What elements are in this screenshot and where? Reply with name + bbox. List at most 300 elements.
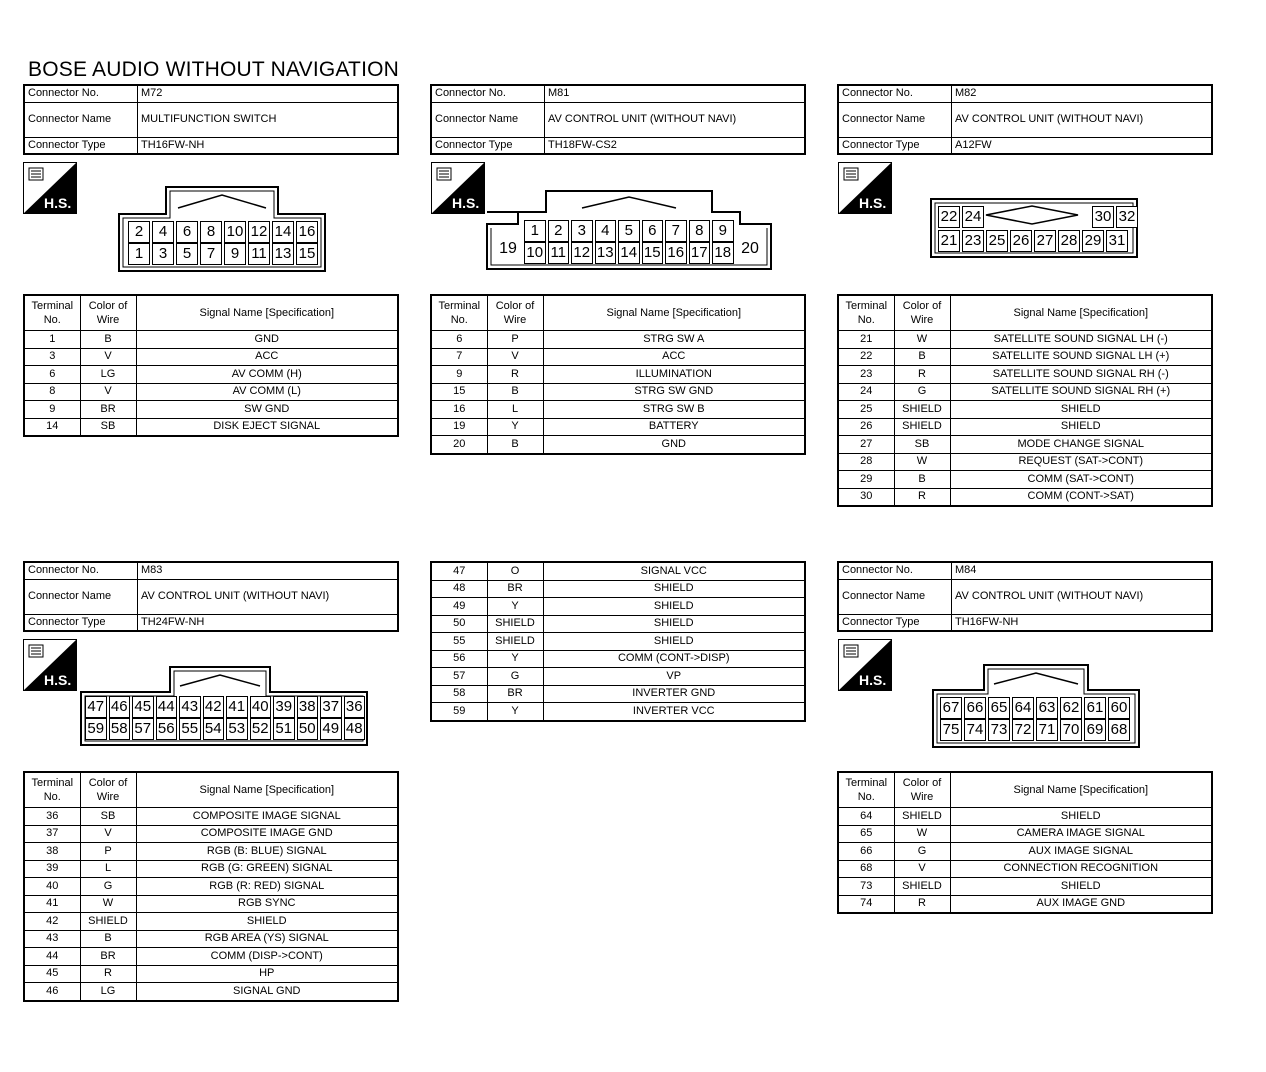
signal-name-cell: INVERTER GND (543, 685, 805, 703)
pin-22: 22 (938, 206, 960, 228)
wire-color-cell: SHIELD (894, 808, 950, 826)
header-color-of-wire: Color of Wire (487, 295, 543, 331)
pin-13: 13 (272, 243, 294, 265)
wire-color-cell: SHIELD (894, 418, 950, 436)
terminal-no-cell: 45 (24, 965, 80, 983)
wire-color-cell: SHIELD (894, 878, 950, 896)
wire-color-cell: V (80, 383, 136, 401)
svg-text:H.S.: H.S. (859, 672, 887, 688)
label-connector-no: Connector No. (24, 85, 138, 102)
table-row (838, 418, 1212, 436)
table-row (24, 878, 398, 896)
pin-46: 46 (109, 696, 131, 718)
pin-15: 15 (296, 243, 318, 265)
wire-color-cell: R (80, 965, 136, 983)
pin-2: 2 (128, 221, 150, 243)
pin-2: 2 (548, 220, 570, 242)
header-signal-name: Signal Name [Specification] (543, 295, 805, 331)
label-connector-name: Connector Name (838, 102, 952, 137)
terminal-no-cell: 6 (24, 366, 80, 384)
terminal-no-cell: 23 (838, 366, 894, 384)
pin-64: 64 (1012, 697, 1034, 719)
signal-name-cell: ACC (543, 348, 805, 366)
table-row (24, 348, 398, 366)
pin-70: 70 (1060, 719, 1082, 741)
pin-29: 29 (1082, 230, 1104, 252)
terminal-no-cell: 56 (431, 650, 487, 668)
pin-31: 31 (1106, 230, 1128, 252)
connector-face-m82 (930, 198, 1138, 258)
pin-8: 8 (689, 220, 711, 242)
connector-type-value: TH18FW-CS2 (545, 137, 806, 154)
pin-56: 56 (156, 718, 178, 740)
signal-name-cell: SHIELD (950, 418, 1212, 436)
terminal-no-cell: 73 (838, 878, 894, 896)
pin-73: 73 (988, 719, 1010, 741)
terminal-no-cell: 66 (838, 843, 894, 861)
wire-color-cell: P (80, 843, 136, 861)
pin-16: 16 (296, 221, 318, 243)
harness-side-icon (838, 162, 892, 214)
signal-table-m72 (23, 294, 399, 437)
terminal-no-cell: 41 (24, 895, 80, 913)
wire-color-cell: BR (80, 948, 136, 966)
pin-27: 27 (1034, 230, 1056, 252)
pin-13: 13 (595, 242, 617, 264)
signal-name-cell: RGB (R: RED) SIGNAL (136, 878, 398, 896)
table-row (24, 948, 398, 966)
terminal-no-cell: 27 (838, 436, 894, 454)
terminal-no-cell: 9 (24, 401, 80, 419)
connector-type-value: TH16FW-NH (138, 137, 399, 154)
pin-52: 52 (250, 718, 272, 740)
table-row (838, 401, 1212, 419)
pin-75: 75 (940, 719, 962, 741)
pin-12: 12 (571, 242, 593, 264)
label-connector-type: Connector Type (838, 614, 952, 631)
pin-37: 37 (320, 696, 342, 718)
connector-info-m72 (23, 84, 399, 155)
terminal-no-cell: 22 (838, 348, 894, 366)
terminal-no-cell: 26 (838, 418, 894, 436)
pin-59: 59 (85, 718, 107, 740)
signal-name-cell: CAMERA IMAGE SIGNAL (950, 825, 1212, 843)
table-row (24, 366, 398, 384)
wire-color-cell: W (894, 825, 950, 843)
signal-name-cell: SHIELD (950, 808, 1212, 826)
table-row (431, 562, 805, 580)
pin-57: 57 (132, 718, 154, 740)
label-connector-name: Connector Name (431, 102, 545, 137)
pin-55: 55 (179, 718, 201, 740)
wire-color-cell: Y (487, 703, 543, 721)
wire-color-cell: G (894, 843, 950, 861)
table-row (24, 808, 398, 826)
pin-69: 69 (1084, 719, 1106, 741)
harness-side-icon (431, 162, 485, 214)
terminal-no-cell: 24 (838, 383, 894, 401)
keyway-gap (986, 206, 1090, 226)
signal-name-cell: SATELLITE SOUND SIGNAL LH (-) (950, 331, 1212, 349)
header-color-of-wire: Color of Wire (894, 772, 950, 808)
pin-65: 65 (988, 697, 1010, 719)
header-color-of-wire: Color of Wire (80, 772, 136, 808)
pin-14: 14 (618, 242, 640, 264)
terminal-no-cell: 50 (431, 615, 487, 633)
pin-5: 5 (618, 220, 640, 242)
signal-name-cell: GND (136, 331, 398, 349)
table-row (431, 650, 805, 668)
signal-name-cell: SHIELD (543, 580, 805, 598)
table-row (431, 668, 805, 686)
wire-color-cell: B (80, 331, 136, 349)
wire-color-cell: V (80, 825, 136, 843)
table-row (838, 488, 1212, 506)
signal-name-cell: SHIELD (543, 615, 805, 633)
pin-47: 47 (85, 696, 107, 718)
terminal-no-cell: 42 (24, 913, 80, 931)
signal-name-cell: COMM (SAT->CONT) (950, 471, 1212, 489)
connector-face-m83 (80, 666, 368, 746)
terminal-no-cell: 36 (24, 808, 80, 826)
pin-28: 28 (1058, 230, 1080, 252)
connector-name-value: MULTIFUNCTION SWITCH (138, 102, 399, 137)
pin-63: 63 (1036, 697, 1058, 719)
pin-54: 54 (203, 718, 225, 740)
pin-36: 36 (344, 696, 366, 718)
terminal-no-cell: 30 (838, 488, 894, 506)
terminal-no-cell: 16 (431, 401, 487, 419)
signal-name-cell: AV COMM (L) (136, 383, 398, 401)
terminal-no-cell: 58 (431, 685, 487, 703)
terminal-no-cell: 14 (24, 418, 80, 436)
connector-name-value: AV CONTROL UNIT (WITHOUT NAVI) (138, 579, 399, 614)
signal-name-cell: COMPOSITE IMAGE GND (136, 825, 398, 843)
signal-name-cell: GND (543, 436, 805, 454)
terminal-no-cell: 20 (431, 436, 487, 454)
wire-color-cell: SB (894, 436, 950, 454)
signal-name-cell: SHIELD (950, 401, 1212, 419)
pin-3: 3 (571, 220, 593, 242)
wire-color-cell: W (894, 453, 950, 471)
signal-name-cell: AUX IMAGE SIGNAL (950, 843, 1212, 861)
signal-name-cell: COMM (CONT->DISP) (543, 650, 805, 668)
svg-text:H.S.: H.S. (859, 195, 887, 211)
signal-name-cell: CONNECTION RECOGNITION (950, 860, 1212, 878)
connector-face-m84 (932, 664, 1140, 748)
pin-24: 24 (962, 206, 984, 228)
pin-61: 61 (1084, 697, 1106, 719)
pin-42: 42 (203, 696, 225, 718)
table-row (838, 843, 1212, 861)
pin-72: 72 (1012, 719, 1034, 741)
signal-name-cell: COMM (DISP->CONT) (136, 948, 398, 966)
pin-7: 7 (200, 243, 222, 265)
table-row (431, 418, 805, 436)
pin-74: 74 (964, 719, 986, 741)
pin-50: 50 (297, 718, 319, 740)
wire-color-cell: Y (487, 598, 543, 616)
signal-name-cell: AUX IMAGE GND (950, 895, 1212, 913)
terminal-no-cell: 9 (431, 366, 487, 384)
table-row (838, 825, 1212, 843)
wire-color-cell: V (80, 348, 136, 366)
pin-11: 11 (548, 242, 570, 264)
pin-39: 39 (273, 696, 295, 718)
header-signal-name: Signal Name [Specification] (136, 295, 398, 331)
signal-name-cell: REQUEST (SAT->CONT) (950, 453, 1212, 471)
label-connector-name: Connector Name (838, 579, 952, 614)
terminal-no-cell: 7 (431, 348, 487, 366)
signal-name-cell: SATELLITE SOUND SIGNAL RH (+) (950, 383, 1212, 401)
signal-name-cell: INVERTER VCC (543, 703, 805, 721)
table-row (838, 348, 1212, 366)
signal-name-cell: AV COMM (H) (136, 366, 398, 384)
signal-name-cell: MODE CHANGE SIGNAL (950, 436, 1212, 454)
table-row (24, 843, 398, 861)
connector-info-m82 (837, 84, 1213, 155)
signal-table-m83-continued (430, 561, 806, 722)
harness-side-icon (23, 639, 77, 691)
wire-color-cell: R (487, 366, 543, 384)
wire-color-cell: B (487, 383, 543, 401)
signal-name-cell: ACC (136, 348, 398, 366)
table-row (838, 366, 1212, 384)
table-row (24, 860, 398, 878)
pin-48: 48 (344, 718, 366, 740)
table-row (431, 401, 805, 419)
signal-table-m82 (837, 294, 1213, 507)
signal-name-cell: BATTERY (543, 418, 805, 436)
terminal-no-cell: 6 (431, 331, 487, 349)
wire-color-cell: L (80, 860, 136, 878)
terminal-no-cell: 15 (431, 383, 487, 401)
pin-4: 4 (595, 220, 617, 242)
table-row (431, 580, 805, 598)
wire-color-cell: R (894, 895, 950, 913)
signal-name-cell: HP (136, 965, 398, 983)
pin-17: 17 (689, 242, 711, 264)
pin-60: 60 (1108, 697, 1130, 719)
header-signal-name: Signal Name [Specification] (950, 295, 1212, 331)
pin-71: 71 (1036, 719, 1058, 741)
header-signal-name: Signal Name [Specification] (950, 772, 1212, 808)
pin-49: 49 (320, 718, 342, 740)
label-connector-no: Connector No. (838, 85, 952, 102)
terminal-no-cell: 48 (431, 580, 487, 598)
signal-name-cell: SATELLITE SOUND SIGNAL LH (+) (950, 348, 1212, 366)
terminal-no-cell: 39 (24, 860, 80, 878)
wire-color-cell: BR (80, 401, 136, 419)
table-row (431, 331, 805, 349)
signal-name-cell: SATELLITE SOUND SIGNAL RH (-) (950, 366, 1212, 384)
signal-name-cell: RGB (G: GREEN) SIGNAL (136, 860, 398, 878)
pin-30: 30 (1092, 206, 1114, 228)
header-terminal-no: Terminal No. (838, 295, 894, 331)
table-row (24, 401, 398, 419)
terminal-no-cell: 8 (24, 383, 80, 401)
pin-66: 66 (964, 697, 986, 719)
terminal-no-cell: 28 (838, 453, 894, 471)
connector-no-value: M82 (952, 85, 1213, 102)
wire-color-cell: O (487, 562, 543, 580)
pin-26: 26 (1010, 230, 1032, 252)
wire-color-cell: BR (487, 580, 543, 598)
connector-type-value: TH24FW-NH (138, 614, 399, 631)
svg-text:H.S.: H.S. (44, 195, 72, 211)
wire-color-cell: P (487, 331, 543, 349)
header-color-of-wire: Color of Wire (80, 295, 136, 331)
terminal-no-cell: 21 (838, 331, 894, 349)
terminal-no-cell: 47 (431, 562, 487, 580)
pin-7: 7 (665, 220, 687, 242)
terminal-no-cell: 37 (24, 825, 80, 843)
pin-16: 16 (665, 242, 687, 264)
terminal-no-cell: 3 (24, 348, 80, 366)
pin-68: 68 (1108, 719, 1130, 741)
pin-21: 21 (938, 230, 960, 252)
terminal-no-cell: 19 (431, 418, 487, 436)
pin-20: 20 (736, 234, 764, 264)
table-row (838, 895, 1212, 913)
connector-name-value: AV CONTROL UNIT (WITHOUT NAVI) (952, 102, 1213, 137)
wire-color-cell: V (487, 348, 543, 366)
pin-53: 53 (226, 718, 248, 740)
table-row (838, 453, 1212, 471)
wire-color-cell: W (894, 331, 950, 349)
signal-name-cell: STRG SW GND (543, 383, 805, 401)
label-connector-no: Connector No. (838, 562, 952, 579)
svg-text:H.S.: H.S. (452, 195, 480, 211)
pin-3: 3 (152, 243, 174, 265)
harness-side-icon (23, 162, 77, 214)
wire-color-cell: R (894, 488, 950, 506)
pin-51: 51 (273, 718, 295, 740)
pin-6: 6 (642, 220, 664, 242)
wire-color-cell: B (894, 348, 950, 366)
pin-8: 8 (200, 221, 222, 243)
wire-color-cell: SHIELD (894, 401, 950, 419)
signal-table-m81 (430, 294, 806, 455)
pin-10: 10 (524, 242, 546, 264)
wire-color-cell: SHIELD (487, 633, 543, 651)
signal-name-cell: STRG SW A (543, 331, 805, 349)
label-connector-type: Connector Type (431, 137, 545, 154)
terminal-no-cell: 46 (24, 983, 80, 1001)
connector-face-m81 (486, 190, 772, 270)
table-row (431, 703, 805, 721)
pin-1: 1 (128, 243, 150, 265)
table-row (431, 366, 805, 384)
table-row (431, 685, 805, 703)
pin-25: 25 (986, 230, 1008, 252)
wire-color-cell: G (80, 878, 136, 896)
wire-color-cell: L (487, 401, 543, 419)
terminal-no-cell: 40 (24, 878, 80, 896)
table-row (24, 418, 398, 436)
signal-name-cell: SHIELD (543, 598, 805, 616)
terminal-no-cell: 65 (838, 825, 894, 843)
terminal-no-cell: 43 (24, 930, 80, 948)
wire-color-cell: SB (80, 808, 136, 826)
table-row (24, 895, 398, 913)
table-row (838, 471, 1212, 489)
signal-name-cell: SIGNAL VCC (543, 562, 805, 580)
svg-text:H.S.: H.S. (44, 672, 72, 688)
signal-table-m84 (837, 771, 1213, 914)
table-row (431, 633, 805, 651)
wire-color-cell: SHIELD (80, 913, 136, 931)
wire-color-cell: B (80, 930, 136, 948)
pin-14: 14 (272, 221, 294, 243)
wire-color-cell: W (80, 895, 136, 913)
terminal-no-cell: 1 (24, 331, 80, 349)
wire-color-cell: BR (487, 685, 543, 703)
connector-type-value: A12FW (952, 137, 1213, 154)
wire-color-cell: G (487, 668, 543, 686)
pin-32: 32 (1116, 206, 1138, 228)
harness-side-icon (838, 639, 892, 691)
label-connector-type: Connector Type (24, 614, 138, 631)
table-row (431, 436, 805, 454)
signal-table-m83 (23, 771, 399, 1002)
wire-color-cell: SB (80, 418, 136, 436)
header-terminal-no: Terminal No. (838, 772, 894, 808)
connector-name-value: AV CONTROL UNIT (WITHOUT NAVI) (545, 102, 806, 137)
table-row (838, 436, 1212, 454)
pin-43: 43 (179, 696, 201, 718)
pin-6: 6 (176, 221, 198, 243)
header-color-of-wire: Color of Wire (894, 295, 950, 331)
connector-face-m72 (118, 186, 326, 272)
signal-name-cell: SHIELD (950, 878, 1212, 896)
signal-name-cell: SHIELD (136, 913, 398, 931)
signal-name-cell: RGB AREA (YS) SIGNAL (136, 930, 398, 948)
terminal-no-cell: 68 (838, 860, 894, 878)
wire-color-cell: R (894, 366, 950, 384)
table-row (431, 615, 805, 633)
pin-40: 40 (250, 696, 272, 718)
wire-color-cell: G (894, 383, 950, 401)
pin-41: 41 (226, 696, 248, 718)
pin-44: 44 (156, 696, 178, 718)
pin-18: 18 (712, 242, 734, 264)
terminal-no-cell: 29 (838, 471, 894, 489)
signal-name-cell: RGB (B: BLUE) SIGNAL (136, 843, 398, 861)
pin-62: 62 (1060, 697, 1082, 719)
table-row (24, 913, 398, 931)
pin-11: 11 (248, 243, 270, 265)
signal-name-cell: SW GND (136, 401, 398, 419)
label-connector-type: Connector Type (838, 137, 952, 154)
terminal-no-cell: 44 (24, 948, 80, 966)
signal-name-cell: COMM (CONT->SAT) (950, 488, 1212, 506)
table-row (431, 598, 805, 616)
signal-name-cell: STRG SW B (543, 401, 805, 419)
page-title: BOSE AUDIO WITHOUT NAVIGATION (28, 58, 400, 81)
pin-1: 1 (524, 220, 546, 242)
pin-15: 15 (642, 242, 664, 264)
connector-info-m83 (23, 561, 399, 632)
header-terminal-no: Terminal No. (24, 295, 80, 331)
table-row (838, 878, 1212, 896)
table-row (24, 383, 398, 401)
table-row (838, 808, 1212, 826)
signal-name-cell: VP (543, 668, 805, 686)
wire-color-cell: B (894, 471, 950, 489)
signal-name-cell: SIGNAL GND (136, 983, 398, 1001)
table-row (431, 383, 805, 401)
